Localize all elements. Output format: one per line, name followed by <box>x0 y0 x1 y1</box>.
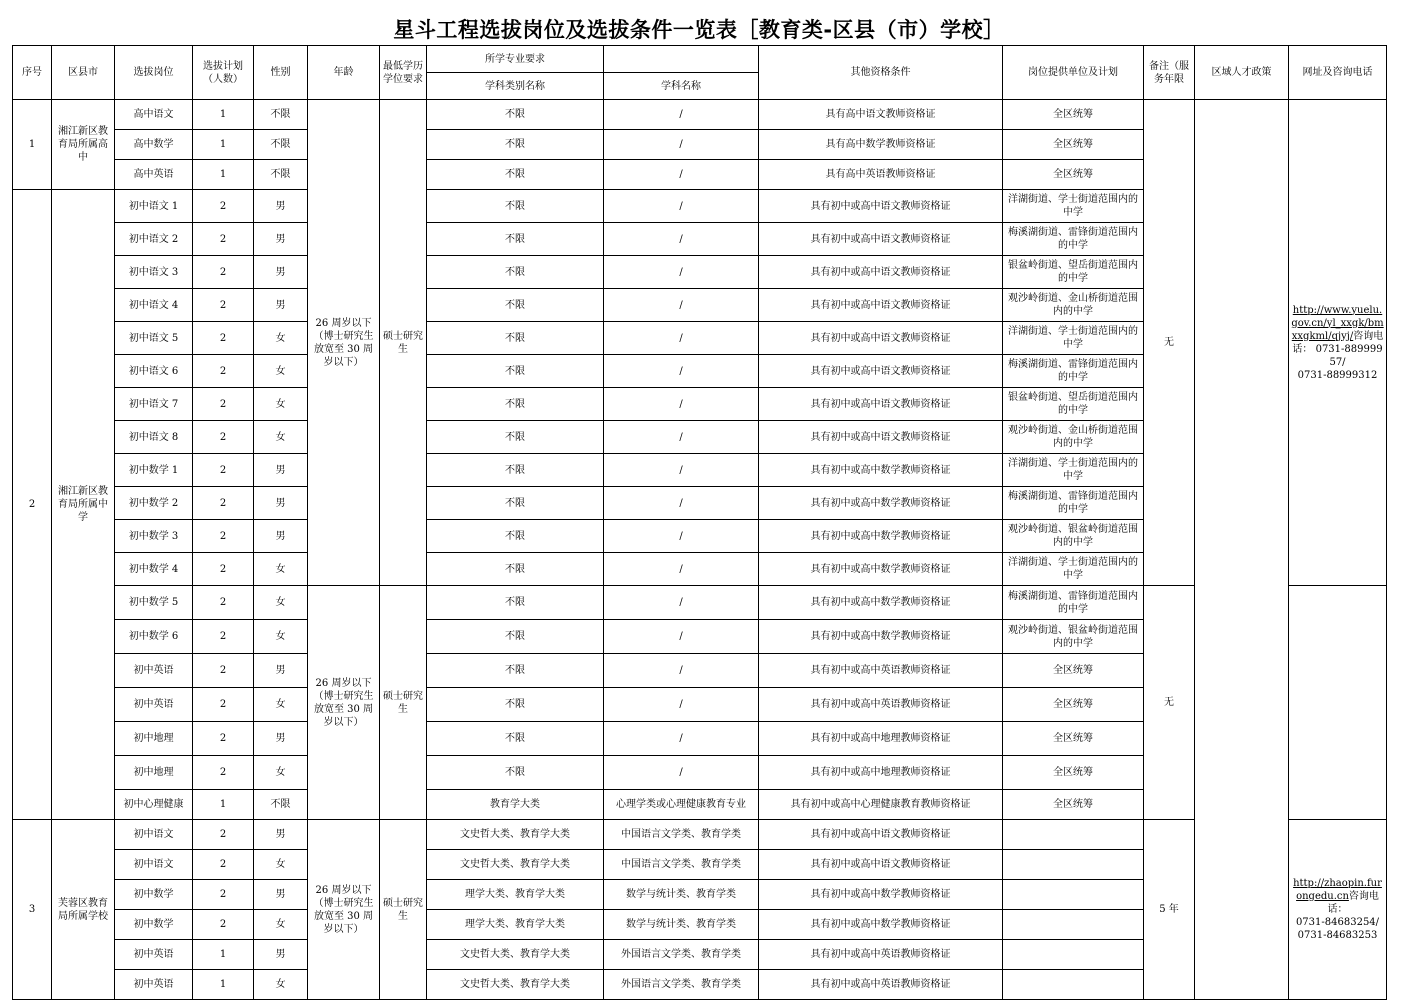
unit-cell <box>1003 820 1144 850</box>
category-cell: 不限 <box>427 256 604 289</box>
remark-cell: 5 年 <box>1144 820 1195 1000</box>
contact-link[interactable]: http://www.yuelu.gov.cn/yl_xxgk/bmxxgkml/qjyj/ <box>1291 304 1384 342</box>
subject-cell: / <box>604 256 759 289</box>
other-cell: 具有初中或高中数学教师资格证 <box>759 487 1003 520</box>
other-cell: 具有初中或高中心理健康教育教师资格证 <box>759 790 1003 820</box>
gender-cell: 不限 <box>254 100 308 130</box>
post-cell: 初中数学 3 <box>115 520 193 553</box>
plan-cell: 2 <box>193 388 254 421</box>
post-cell: 初中数学 6 <box>115 620 193 654</box>
subject-cell: / <box>604 130 759 160</box>
plan-cell: 2 <box>193 421 254 454</box>
subject-cell: 心理学类或心理健康教育专业 <box>604 790 759 820</box>
post-cell: 高中英语 <box>115 160 193 190</box>
page-title: 星斗工程选拔岗位及选拔条件一览表［教育类-区县（市）学校］ <box>393 18 1005 42</box>
contact-phone: 0731-84683254/ <box>1295 917 1380 928</box>
gender-cell: 不限 <box>254 130 308 160</box>
other-cell: 具有初中或高中地理教师资格证 <box>759 756 1003 790</box>
subject-cell: / <box>604 654 759 688</box>
unit-cell <box>1003 970 1144 1000</box>
gender-cell: 女 <box>254 322 308 355</box>
header-other: 其他资格条件 <box>759 46 1003 100</box>
plan-cell: 2 <box>193 910 254 940</box>
other-cell: 具有初中或高中数学教师资格证 <box>759 880 1003 910</box>
unit-cell: 洋湖街道、学士街道范围内的中学 <box>1003 322 1144 355</box>
other-cell: 具有初中或高中英语教师资格证 <box>759 940 1003 970</box>
subject-cell: / <box>604 388 759 421</box>
age-cell: 26 周岁以下（博士研究生放宽至 30 周岁以下） <box>308 586 380 820</box>
post-cell: 初中数学 <box>115 880 193 910</box>
unit-cell: 观沙岭街道、金山桥街道范围内的中学 <box>1003 421 1144 454</box>
other-cell: 具有初中或高中语文教师资格证 <box>759 223 1003 256</box>
plan-cell: 2 <box>193 190 254 223</box>
positions-table <box>12 45 1387 1000</box>
post-cell: 初中语文 3 <box>115 256 193 289</box>
unit-cell: 全区统筹 <box>1003 688 1144 722</box>
unit-cell: 全区统筹 <box>1003 130 1144 160</box>
subject-cell: 中国语言文学类、教育学类 <box>604 820 759 850</box>
gender-cell: 女 <box>254 756 308 790</box>
gender-cell: 不限 <box>254 160 308 190</box>
unit-cell <box>1003 850 1144 880</box>
subject-cell: / <box>604 421 759 454</box>
district-cell: 湘江新区教育局所属中学 <box>52 190 115 820</box>
category-cell: 理学大类、教育学大类 <box>427 910 604 940</box>
category-cell: 不限 <box>427 756 604 790</box>
other-cell: 具有初中或高中数学教师资格证 <box>759 586 1003 620</box>
category-cell: 不限 <box>427 190 604 223</box>
header-major-blank <box>604 46 759 73</box>
post-cell: 初中语文 4 <box>115 289 193 322</box>
post-cell: 初中地理 <box>115 756 193 790</box>
plan-cell: 2 <box>193 553 254 586</box>
category-cell: 不限 <box>427 289 604 322</box>
header-remark: 备注（服务年限 <box>1144 46 1195 100</box>
unit-cell: 全区统筹 <box>1003 722 1144 756</box>
table-row <box>13 100 1387 130</box>
unit-cell: 观沙岭街道、银盆岭街道范围内的中学 <box>1003 520 1144 553</box>
gender-cell: 女 <box>254 355 308 388</box>
category-cell: 不限 <box>427 355 604 388</box>
category-cell: 不限 <box>427 520 604 553</box>
plan-cell: 1 <box>193 940 254 970</box>
table-body <box>13 100 1387 1000</box>
header-policy: 区域人才政策 <box>1195 46 1289 100</box>
table-row <box>13 586 1387 620</box>
contact-cell <box>1289 586 1387 820</box>
contact-phone: 0731-84683253 <box>1297 930 1378 941</box>
subject-cell: 数学与统计类、教育学类 <box>604 880 759 910</box>
plan-cell: 1 <box>193 100 254 130</box>
subject-cell: / <box>604 355 759 388</box>
post-cell: 初中英语 <box>115 970 193 1000</box>
seq-cell: 2 <box>13 190 52 820</box>
category-cell: 不限 <box>427 654 604 688</box>
other-cell: 具有初中或高中数学教师资格证 <box>759 454 1003 487</box>
post-cell: 初中语文 6 <box>115 355 193 388</box>
gender-cell: 男 <box>254 487 308 520</box>
plan-cell: 1 <box>193 130 254 160</box>
plan-cell: 2 <box>193 688 254 722</box>
other-cell: 具有高中数学教师资格证 <box>759 130 1003 160</box>
subject-cell: / <box>604 553 759 586</box>
plan-cell: 2 <box>193 355 254 388</box>
other-cell: 具有初中或高中地理教师资格证 <box>759 722 1003 756</box>
subject-cell: / <box>604 688 759 722</box>
post-cell: 初中英语 <box>115 654 193 688</box>
unit-cell: 全区统筹 <box>1003 100 1144 130</box>
gender-cell: 男 <box>254 940 308 970</box>
gender-cell: 不限 <box>254 790 308 820</box>
seq-cell: 1 <box>13 100 52 190</box>
other-cell: 具有初中或高中语文教师资格证 <box>759 289 1003 322</box>
post-cell: 初中语文 <box>115 820 193 850</box>
other-cell: 具有初中或高中数学教师资格证 <box>759 620 1003 654</box>
post-cell: 初中英语 <box>115 688 193 722</box>
post-cell: 初中语文 2 <box>115 223 193 256</box>
degree-cell: 硕士研究生 <box>380 100 427 586</box>
plan-cell: 2 <box>193 322 254 355</box>
category-cell: 教育学大类 <box>427 790 604 820</box>
gender-cell: 女 <box>254 620 308 654</box>
subject-cell: 中国语言文学类、教育学类 <box>604 850 759 880</box>
gender-cell: 男 <box>254 880 308 910</box>
other-cell: 具有初中或高中数学教师资格证 <box>759 553 1003 586</box>
subject-cell: / <box>604 722 759 756</box>
seq-cell: 3 <box>13 820 52 1000</box>
plan-cell: 2 <box>193 850 254 880</box>
gender-cell: 女 <box>254 421 308 454</box>
policy-cell <box>1195 100 1289 1000</box>
plan-cell: 2 <box>193 654 254 688</box>
subject-cell: / <box>604 756 759 790</box>
post-cell: 初中英语 <box>115 940 193 970</box>
other-cell: 具有初中或高中语文教师资格证 <box>759 388 1003 421</box>
other-cell: 具有初中或高中英语教师资格证 <box>759 970 1003 1000</box>
header-seq: 序号 <box>13 46 52 100</box>
gender-cell: 女 <box>254 388 308 421</box>
subject-cell: / <box>604 223 759 256</box>
unit-cell: 全区统筹 <box>1003 160 1144 190</box>
post-cell: 初中数学 4 <box>115 553 193 586</box>
unit-cell: 梅溪湖街道、雷锋街道范围内的中学 <box>1003 586 1144 620</box>
gender-cell: 男 <box>254 256 308 289</box>
gender-cell: 男 <box>254 289 308 322</box>
contact-cell <box>1289 100 1387 586</box>
unit-cell: 全区统筹 <box>1003 756 1144 790</box>
other-cell: 具有初中或高中数学教师资格证 <box>759 520 1003 553</box>
header-district: 区县市 <box>52 46 115 100</box>
plan-cell: 2 <box>193 487 254 520</box>
gender-cell: 男 <box>254 722 308 756</box>
category-cell: 不限 <box>427 722 604 756</box>
plan-cell: 2 <box>193 756 254 790</box>
category-cell: 不限 <box>427 688 604 722</box>
subject-cell: / <box>604 454 759 487</box>
category-cell: 理学大类、教育学大类 <box>427 880 604 910</box>
post-cell: 初中心理健康 <box>115 790 193 820</box>
contact-label: 咨询电话： <box>1327 891 1379 915</box>
plan-cell: 2 <box>193 620 254 654</box>
gender-cell: 男 <box>254 223 308 256</box>
header-unit: 岗位提供单位及计划 <box>1003 46 1144 100</box>
post-cell: 初中语文 8 <box>115 421 193 454</box>
category-cell: 文史哲大类、教育学大类 <box>427 940 604 970</box>
gender-cell: 女 <box>254 970 308 1000</box>
plan-cell: 2 <box>193 820 254 850</box>
header-gender: 性别 <box>254 46 308 100</box>
header-degree: 最低学历学位要求 <box>380 46 427 100</box>
contact-label: 咨询电话： 0731-88999957/ <box>1292 330 1384 368</box>
category-cell: 不限 <box>427 223 604 256</box>
unit-cell: 观沙岭街道、银盆岭街道范围内的中学 <box>1003 620 1144 654</box>
subject-cell: / <box>604 322 759 355</box>
district-cell: 芙蓉区教育局所属学校 <box>52 820 115 1000</box>
category-cell: 文史哲大类、教育学大类 <box>427 820 604 850</box>
category-cell: 不限 <box>427 553 604 586</box>
subject-cell: 外国语言文学类、教育学类 <box>604 970 759 1000</box>
plan-cell: 2 <box>193 586 254 620</box>
category-cell: 文史哲大类、教育学大类 <box>427 850 604 880</box>
degree-cell: 硕士研究生 <box>380 586 427 820</box>
table-row <box>13 820 1387 850</box>
degree-cell: 硕士研究生 <box>380 820 427 1000</box>
other-cell: 具有初中或高中语文教师资格证 <box>759 421 1003 454</box>
other-cell: 具有初中或高中英语教师资格证 <box>759 688 1003 722</box>
category-cell: 不限 <box>427 160 604 190</box>
unit-cell <box>1003 880 1144 910</box>
gender-cell: 女 <box>254 553 308 586</box>
plan-cell: 1 <box>193 790 254 820</box>
gender-cell: 女 <box>254 586 308 620</box>
contact-phone: 0731-88999312 <box>1297 369 1378 381</box>
subject-cell: / <box>604 160 759 190</box>
category-cell: 不限 <box>427 100 604 130</box>
plan-cell: 2 <box>193 256 254 289</box>
contact-cell <box>1289 820 1387 1000</box>
district-cell: 湘江新区教育局所属高中 <box>52 100 115 190</box>
subject-cell: / <box>604 586 759 620</box>
other-cell: 具有初中或高中语文教师资格证 <box>759 322 1003 355</box>
age-cell: 26 周岁以下（博士研究生放宽至 30 周岁以下） <box>308 820 380 1000</box>
post-cell: 初中语文 5 <box>115 322 193 355</box>
other-cell: 具有初中或高中数学教师资格证 <box>759 910 1003 940</box>
subject-cell: / <box>604 100 759 130</box>
unit-cell <box>1003 940 1144 970</box>
plan-cell: 2 <box>193 223 254 256</box>
plan-cell: 1 <box>193 160 254 190</box>
unit-cell: 全区统筹 <box>1003 790 1144 820</box>
plan-cell: 2 <box>193 454 254 487</box>
post-cell: 初中地理 <box>115 722 193 756</box>
subject-cell: / <box>604 487 759 520</box>
post-cell: 初中数学 <box>115 910 193 940</box>
other-cell: 具有初中或高中语文教师资格证 <box>759 820 1003 850</box>
post-cell: 初中语文 1 <box>115 190 193 223</box>
category-cell: 不限 <box>427 388 604 421</box>
gender-cell: 男 <box>254 820 308 850</box>
post-cell: 初中语文 7 <box>115 388 193 421</box>
post-cell: 初中语文 <box>115 850 193 880</box>
post-cell: 初中数学 1 <box>115 454 193 487</box>
other-cell: 具有初中或高中语文教师资格证 <box>759 190 1003 223</box>
unit-cell: 梅溪湖街道、雷锋街道范围内的中学 <box>1003 223 1144 256</box>
gender-cell: 女 <box>254 688 308 722</box>
unit-cell <box>1003 910 1144 940</box>
plan-cell: 2 <box>193 289 254 322</box>
unit-cell: 梅溪湖街道、雷锋街道范围内的中学 <box>1003 355 1144 388</box>
unit-cell: 梅溪湖街道、雷锋街道范围内的中学 <box>1003 487 1144 520</box>
header-age: 年龄 <box>308 46 380 100</box>
subject-cell: / <box>604 289 759 322</box>
other-cell: 具有初中或高中语文教师资格证 <box>759 256 1003 289</box>
plan-cell: 1 <box>193 970 254 1000</box>
category-cell: 不限 <box>427 322 604 355</box>
post-cell: 高中语文 <box>115 100 193 130</box>
unit-cell: 银盆岭街道、望岳街道范围内的中学 <box>1003 388 1144 421</box>
plan-cell: 2 <box>193 520 254 553</box>
subject-cell: 数学与统计类、教育学类 <box>604 910 759 940</box>
post-cell: 初中数学 2 <box>115 487 193 520</box>
unit-cell: 洋湖街道、学士街道范围内的中学 <box>1003 454 1144 487</box>
category-cell: 不限 <box>427 421 604 454</box>
unit-cell: 洋湖街道、学士街道范围内的中学 <box>1003 553 1144 586</box>
header-major-req: 所学专业要求 <box>427 46 604 73</box>
plan-cell: 2 <box>193 722 254 756</box>
other-cell: 具有初中或高中语文教师资格证 <box>759 355 1003 388</box>
remark-cell: 无 <box>1144 586 1195 820</box>
header-plan: 选拔计划（人数） <box>193 46 254 100</box>
unit-cell: 全区统筹 <box>1003 654 1144 688</box>
subject-cell: 外国语言文学类、教育学类 <box>604 940 759 970</box>
remark-cell: 无 <box>1144 100 1195 586</box>
gender-cell: 男 <box>254 654 308 688</box>
category-cell: 不限 <box>427 454 604 487</box>
gender-cell: 女 <box>254 850 308 880</box>
gender-cell: 男 <box>254 454 308 487</box>
category-cell: 不限 <box>427 620 604 654</box>
post-cell: 高中数学 <box>115 130 193 160</box>
gender-cell: 男 <box>254 520 308 553</box>
contact-link[interactable]: http://zhaopin.furongedu.cn <box>1293 878 1382 902</box>
post-cell: 初中数学 5 <box>115 586 193 620</box>
unit-cell: 洋湖街道、学士街道范围内的中学 <box>1003 190 1144 223</box>
header-post: 选拔岗位 <box>115 46 193 100</box>
gender-cell: 女 <box>254 910 308 940</box>
header-category: 学科类别名称 <box>427 73 604 100</box>
subject-cell: / <box>604 520 759 553</box>
other-cell: 具有高中英语教师资格证 <box>759 160 1003 190</box>
unit-cell: 银盆岭街道、望岳街道范围内的中学 <box>1003 256 1144 289</box>
other-cell: 具有初中或高中英语教师资格证 <box>759 654 1003 688</box>
category-cell: 不限 <box>427 130 604 160</box>
plan-cell: 2 <box>193 880 254 910</box>
other-cell: 具有高中语文教师资格证 <box>759 100 1003 130</box>
category-cell: 文史哲大类、教育学大类 <box>427 970 604 1000</box>
subject-cell: / <box>604 620 759 654</box>
header-contact: 网址及咨询电话 <box>1289 46 1387 100</box>
category-cell: 不限 <box>427 586 604 620</box>
category-cell: 不限 <box>427 487 604 520</box>
age-cell: 26 周岁以下（博士研究生放宽至 30 周岁以下） <box>308 100 380 586</box>
gender-cell: 男 <box>254 190 308 223</box>
header-subject: 学科名称 <box>604 73 759 100</box>
subject-cell: / <box>604 190 759 223</box>
other-cell: 具有初中或高中语文教师资格证 <box>759 850 1003 880</box>
unit-cell: 观沙岭街道、金山桥街道范围内的中学 <box>1003 289 1144 322</box>
